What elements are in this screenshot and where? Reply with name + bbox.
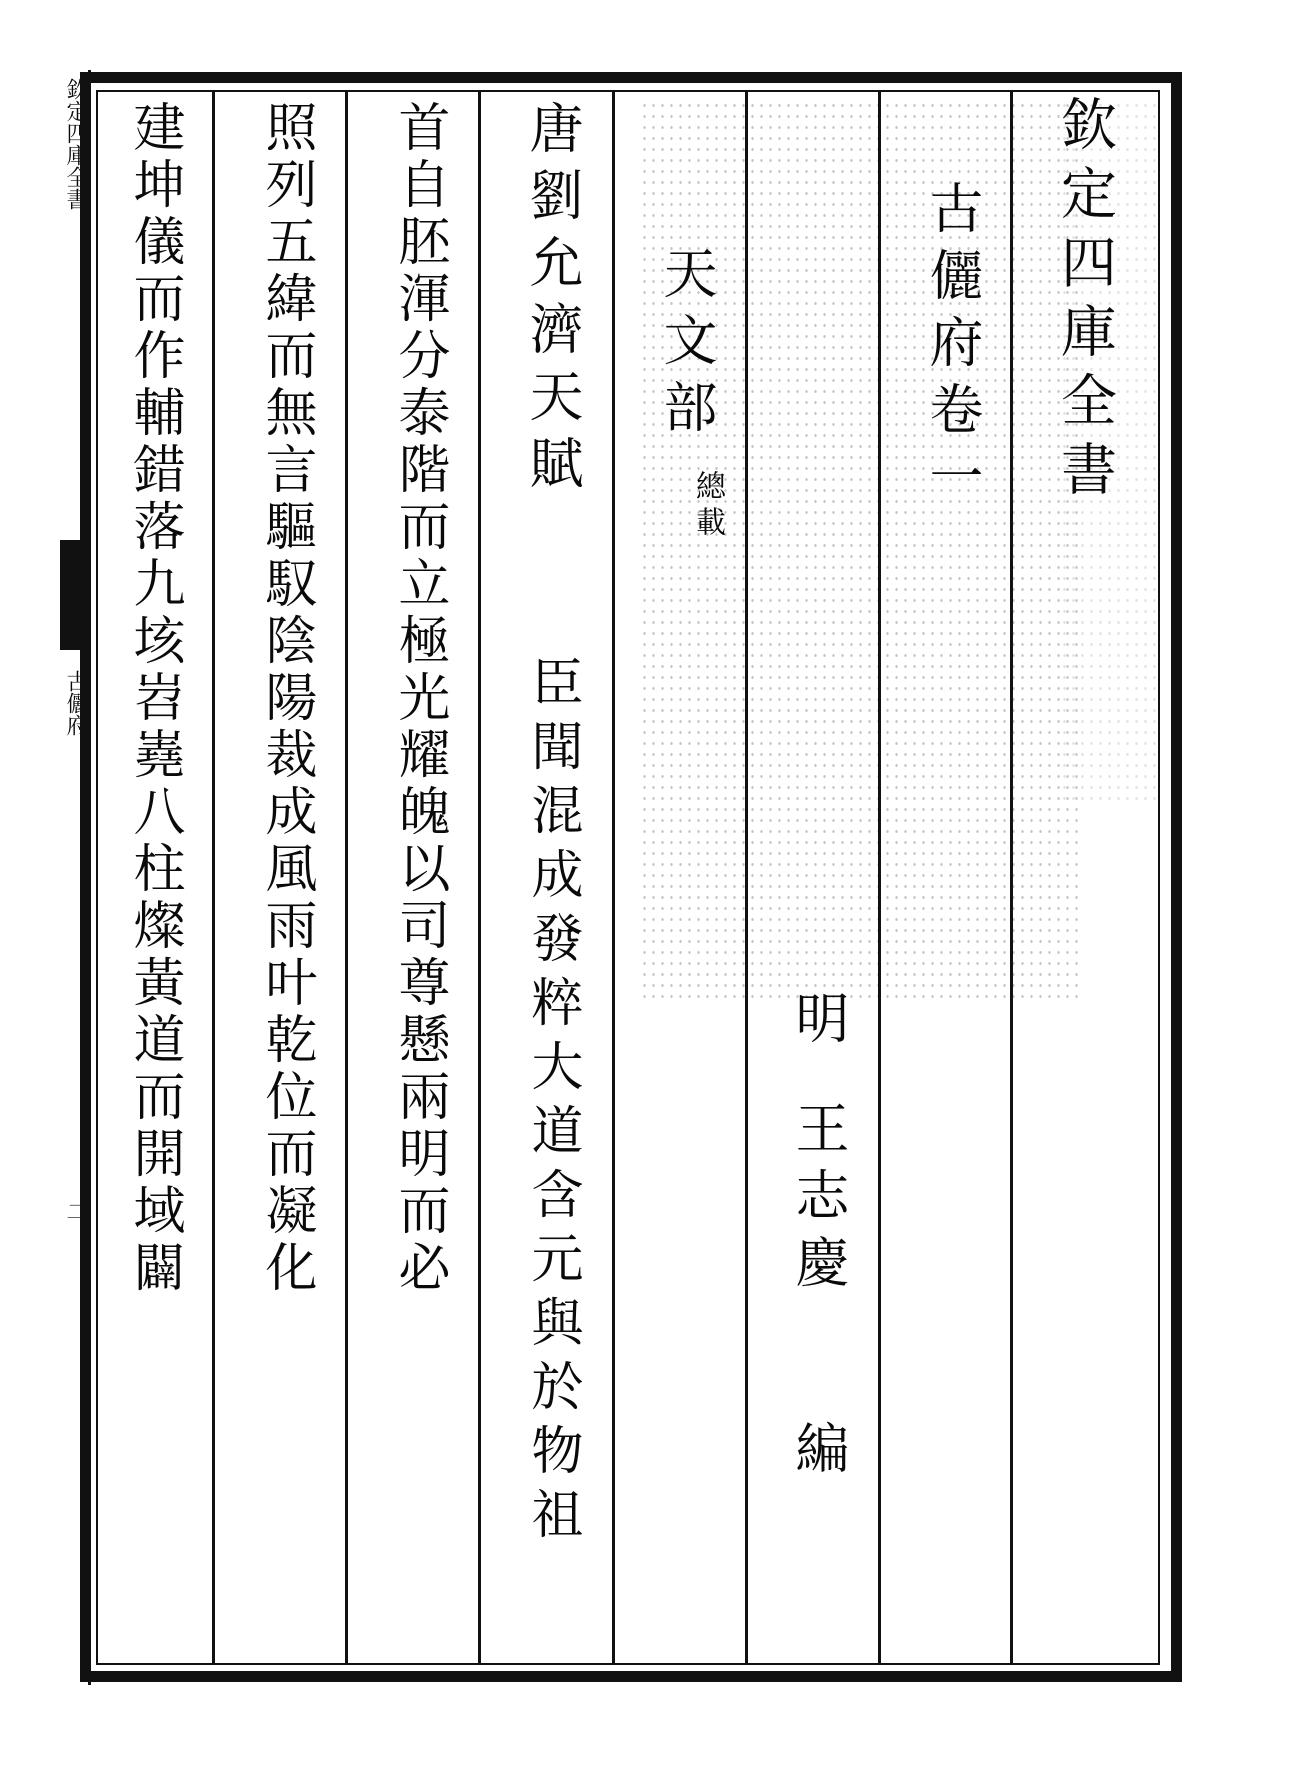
author-role: 編 <box>787 1420 850 1487</box>
work-heading: 唐劉允濟天賦 <box>521 100 584 502</box>
column-rule <box>745 90 748 1665</box>
column-rule <box>212 90 215 1665</box>
section-title: 天文部 <box>655 245 718 446</box>
text-column-4: 建坤儀而作輔錯落九垓岧嶤八柱燦黃道而開域闢 <box>124 100 184 1297</box>
book-title: 欽定四庫全書 <box>1052 95 1117 509</box>
scan-noise <box>640 100 1080 1000</box>
subsection-title: 總載 <box>690 470 725 542</box>
text-column-3: 照列五緯而無言驅馭陰陽裁成風雨叶乾位而凝化 <box>256 100 316 1297</box>
volume-title: 古儷府卷一 <box>921 180 984 515</box>
margin-strip-page-number: 二 <box>63 1200 88 1222</box>
margin-strip-mid-text: 古儷府 <box>63 670 88 736</box>
author-dynasty: 明 <box>787 990 850 1057</box>
column-rule <box>612 90 615 1665</box>
author-name: 王志慶 <box>787 1100 850 1301</box>
column-rule <box>478 90 481 1665</box>
column-rule <box>345 90 348 1665</box>
text-column-1: 臣聞混成發粹大道含元與於物祖 <box>522 655 582 1551</box>
column-rule <box>878 90 881 1665</box>
text-column-2: 首自胚渾分泰階而立極光耀魄以司尊懸兩明而必 <box>389 100 449 1297</box>
column-rule <box>1010 90 1013 1665</box>
margin-strip-top-text: 欽定四庫全書 <box>63 78 88 210</box>
